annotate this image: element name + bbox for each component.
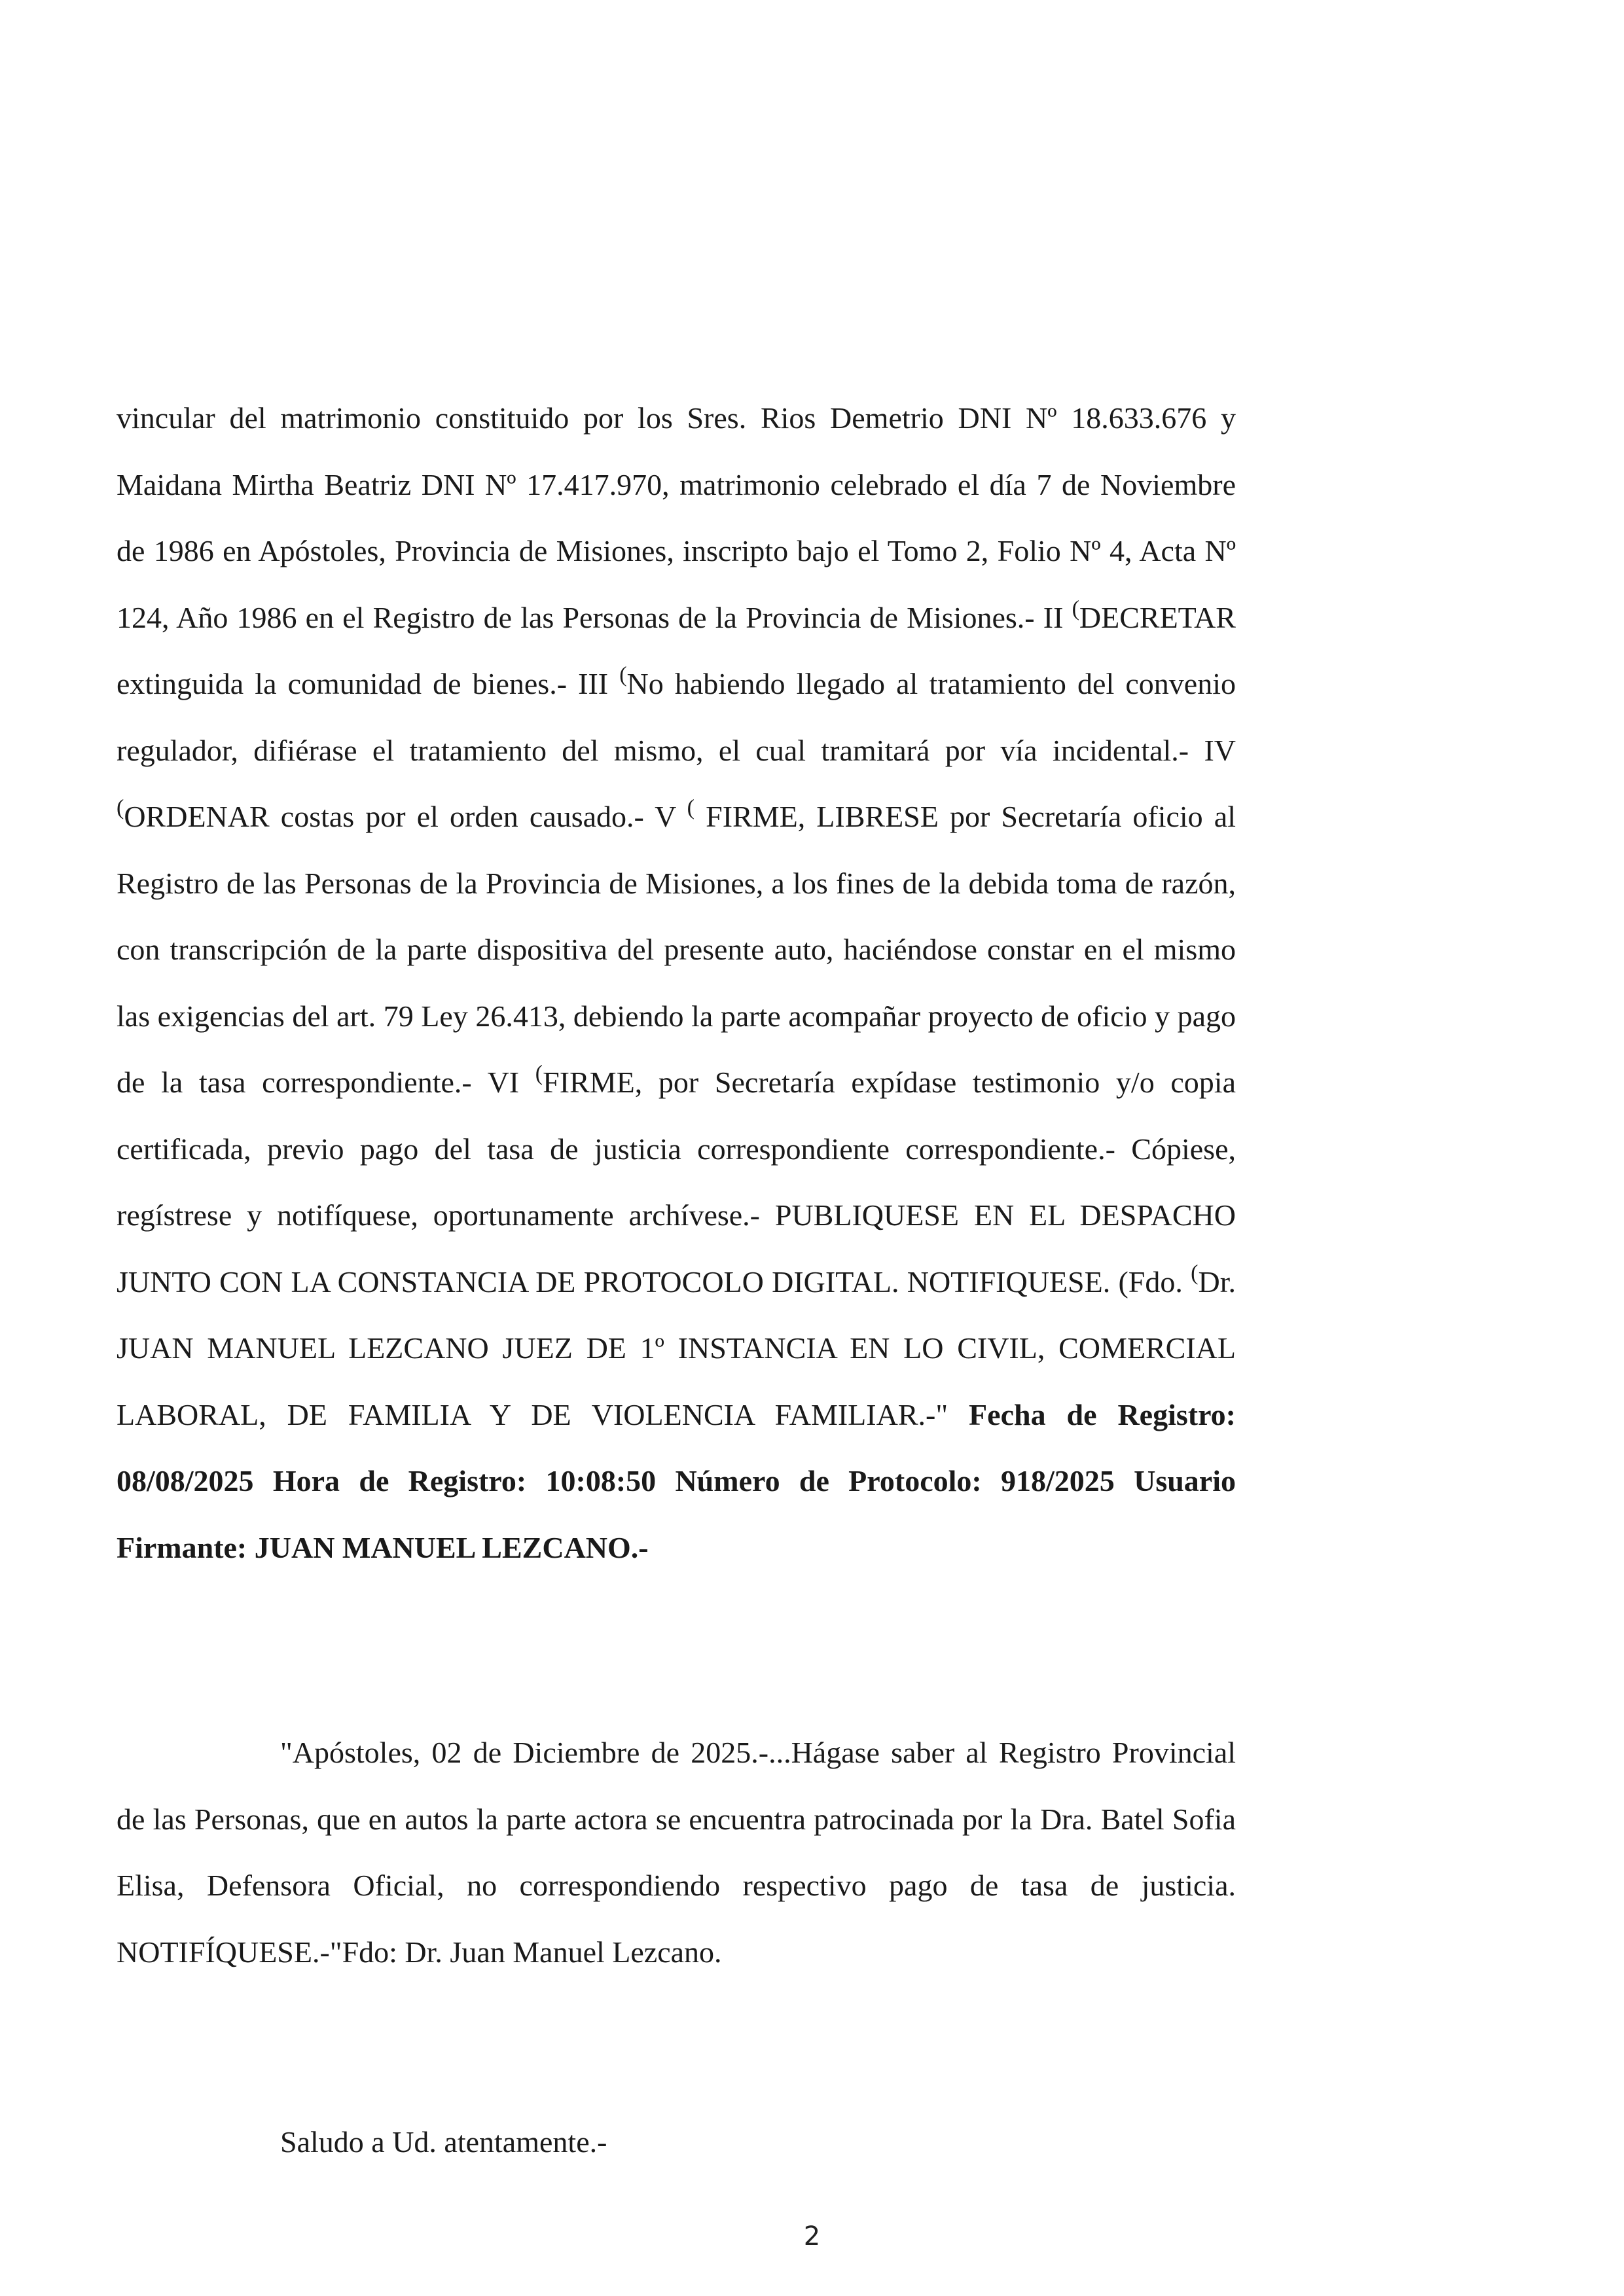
resolution-text-part-3: No habiendo llegado al tratamiento del convenio regulador, difiérase el tratamiento del mismo, el cual tramitará por vía incidental.- IV <box>117 667 1236 767</box>
resolution-paragraph <box>117 385 1236 1581</box>
notice-paragraph: "Apóstoles, 02 de Diciembre de 2025.-...Hágase saber al Registro Provincial de las Personas, que en autos la parte actora se encuentra patrocinada por la Dra. Batel Sofia Elisa, Defensora Oficial, no correspondiendo respectivo pago de tasa de justicia. NOTIFÍQUESE.-"Fdo: Dr. Juan Manuel Lezcano. <box>117 1736 1236 1969</box>
resolution-text-part-1: vincular del matrimonio constituido por los Sres. Rios Demetrio DNI Nº 18.633.676 y Maidana Mirtha Beatriz DNI Nº 17.417.970, matrimonio celebrado el día 7 de Noviembre de 1986 en Apóstoles, Provincia de Misiones, inscripto bajo el Tomo 2, Folio Nº 4, Acta Nº 124, Año 1986 en el Registro de las Personas de la Provincia de Misiones.- II <box>117 401 1236 634</box>
superscript-paren: ( <box>1191 1260 1199 1285</box>
superscript-paren: ( <box>619 662 627 687</box>
registry-details: Fecha de Registro: 08/08/2025 Hora de Registro: 10:08:50 Número de Protocolo: 918/2025 Usuario Firmante: JUAN MANUEL LEZCANO.- <box>117 1397 1236 1564</box>
superscript-paren: ( <box>1072 596 1079 620</box>
resolution-text-part-6: FIRME, por Secretaría expídase testimonio y/o copia certificada, previo pago del tasa de justicia correspondiente correspondiente.- Cópiese, regístrese y notifíquese, oportunamente archívese.- PUBLIQUESE EN EL DESPACHO JUNTO CON LA CONSTANCIA DE PROTOCOLO DIGITAL. NOTIFIQUESE. (Fdo. <box>117 1066 1236 1299</box>
superscript-paren: ( <box>687 795 695 820</box>
resolution-text-part-4: ORDENAR costas por el orden causado.- V <box>124 800 687 833</box>
closing-salutation: Saludo a Ud. atentamente.- <box>280 2125 607 2159</box>
superscript-paren: ( <box>535 1061 543 1086</box>
resolution-text-part-2: DECRETAR extinguida la comunidad de bienes.- III <box>117 600 1236 700</box>
page-number: 2 <box>803 2221 821 2251</box>
resolution-text-part-5: FIRME, LIBRESE por Secretaría oficio al Registro de las Personas de la Provincia de Misiones, a los fines de la debida toma de razón, con transcripción de la parte dispositiva del presente auto, haciéndose constar en el mismo las exigencias del art. 79 Ley 26.413, debiendo la parte acompañar proyecto de oficio y pago de la tasa correspondiente.- VI <box>117 800 1236 1099</box>
superscript-paren: ( <box>117 795 124 820</box>
resolution-text-part-7: Dr. JUAN MANUEL LEZCANO JUEZ DE 1º INSTANCIA EN LO CIVIL, COMERCIAL LABORAL, DE FAMILIA Y DE VIOLENCIA FAMILIAR.-" <box>117 1265 1236 1431</box>
